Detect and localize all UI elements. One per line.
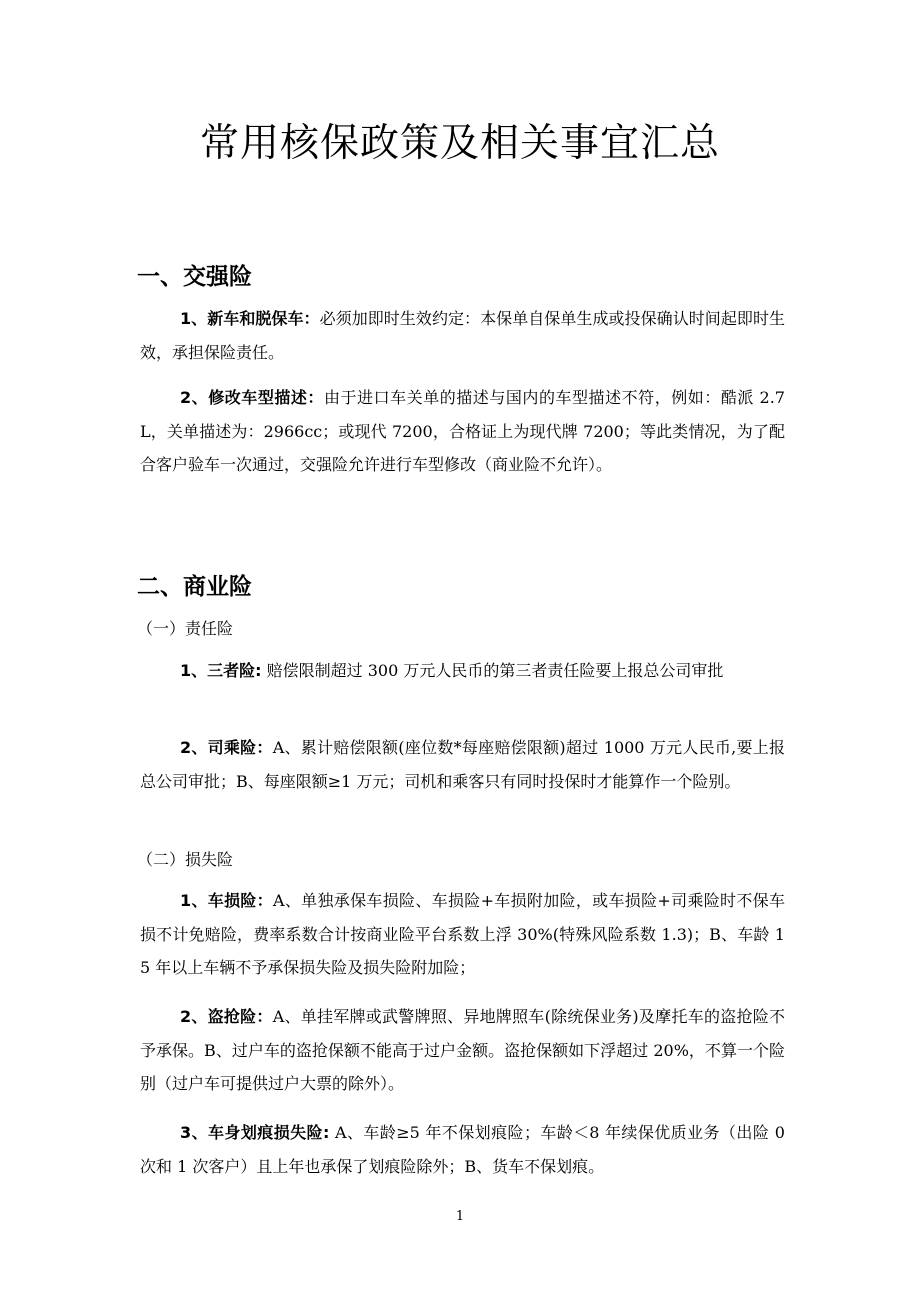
paragraph-lead: 2、司乘险：: [180, 738, 273, 757]
paragraph-text: 必须加即时生效约定：本保单自保单生成或投保确认时间起即时生效，承担保险责任。: [140, 309, 785, 362]
paragraph-text: A、单挂军牌或武警牌照、异地牌照车(除统保业务)及摩托车的盗抢险不予承保。B、过户车的盗抢保额不能高于过户金额。盗抢保额如下浮超过 20%，不算一个险别（过户车可提供过户大票的除外）。: [140, 1007, 785, 1093]
paragraph-lead: 1、三者险:: [180, 661, 262, 680]
paragraph-lead: 3、车身划痕损失险:: [180, 1123, 330, 1142]
paragraph-vehicle-damage-insurance: [140, 884, 785, 985]
paragraph-lead: 1、新车和脱保车：: [180, 309, 320, 328]
paragraph-lead: 2、盗抢险：: [180, 1007, 273, 1026]
section-heading-compulsory-insurance: 一、交强险: [137, 264, 252, 290]
paragraph-text: A、累计赔偿限额(座位数*每座赔偿限额)超过 1000 万元人民币,要上报总公司审批；B、每座限额≥1 万元；司机和乘客只有同时投保时才能算作一个险别。: [140, 738, 785, 791]
paragraph-driver-passenger-insurance: [140, 731, 785, 798]
paragraph-body-scratch-insurance: [140, 1116, 785, 1183]
paragraph-text: A、单独承保车损险、车损险+车损附加险，或车损险+司乘险时不保车损不计免赔险，费率系数合计按商业险平台系数上浮 30%(特殊风险系数 1.3)；B、车龄 15 年以上车辆不予承保损失险及损失险附加险；: [140, 891, 785, 977]
paragraph-new-and-lapsed-vehicle: [140, 302, 785, 369]
document-title: 常用核保政策及相关事宜汇总: [199, 121, 720, 166]
paragraph-lead: 2、修改车型描述：: [180, 388, 324, 407]
section-heading-commercial-insurance: 二、商业险: [137, 574, 252, 600]
paragraph-lead: 1、车损险：: [180, 891, 273, 910]
paragraph-text: 由于进口车关单的描述与国内的车型描述不符，例如：酷派 2.7L，关单描述为：2966cc；或现代 7200，合格证上为现代牌 7200；等此类情况，为了配合客户验车一次通过，交强险允许进行车型修改（商业险不允许）。: [140, 388, 785, 474]
subsection-heading-loss-insurance: （二）损失险: [137, 850, 234, 869]
subsection-heading-liability-insurance: （一）责任险: [137, 619, 234, 638]
paragraph-text: A、车龄≥5 年不保划痕险；车龄＜8 年续保优质业务（出险 0 次和 1 次客户）且上年也承保了划痕险除外；B、货车不保划痕。: [140, 1123, 785, 1176]
page-number: 1: [455, 1209, 465, 1224]
paragraph-theft-insurance: [140, 1000, 785, 1101]
paragraph-modify-vehicle-description: [140, 381, 785, 482]
paragraph-text: 赔偿限制超过 300 万元人民币的第三者责任险要上报总公司审批: [261, 661, 724, 680]
paragraph-third-party-insurance: [140, 654, 785, 688]
